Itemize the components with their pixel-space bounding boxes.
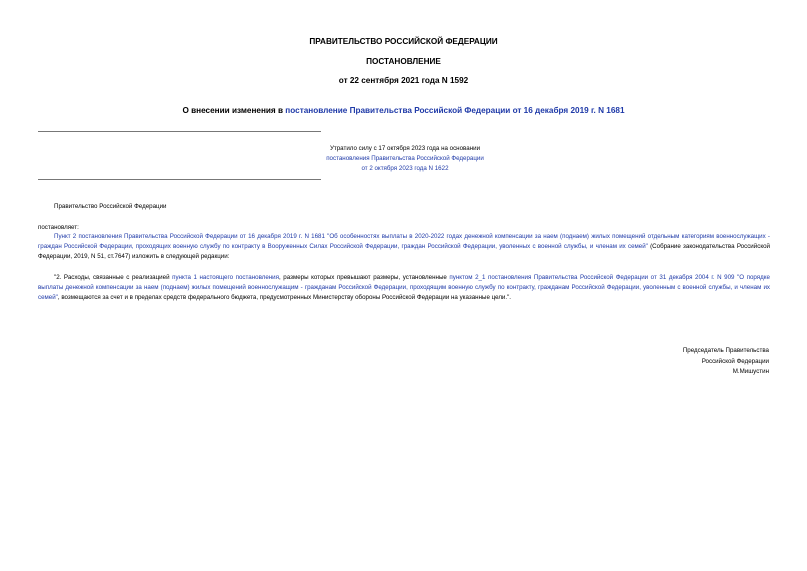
document-type-heading: ПОСТАНОВЛЕНИЕ	[366, 57, 441, 66]
status-note-line1: Утратило силу с 17 октября 2023 года на основании	[329, 145, 481, 152]
signature-position: Председатель Правительства	[682, 347, 769, 354]
separator-top	[38, 131, 321, 132]
signature-organization: Российской Федерации	[701, 358, 769, 365]
amended-decree-link[interactable]: постановление Правительства Российской Федерации от 16 декабря 2019 г. N 1681	[285, 106, 625, 115]
paragraph-new-wording	[38, 273, 770, 302]
document-title	[0, 106, 807, 116]
paragraph-amendment-tail: (Собрание законодательства Российской Федерации, 2019, N 51, ст.7647) изложить в следующей редакции:	[38, 242, 770, 260]
decree-909-link[interactable]: пунктом 2_1 постановления Правительства Российской Федерации от 31 декабря 2004 г. N 909 "О порядке выплаты денежной компенсации за наем (поднаем) жилых помещений военнослужащим - гражданам Российской Федерации, проходящим военную службу по контракту, гражданам Российской Федерации, уволенным с военной службы, и членам их семей"	[38, 274, 770, 301]
paragraph-amendment	[38, 232, 770, 261]
new-wording-text1: "2. Расходы, связанные с реализацией	[54, 274, 173, 281]
government-heading: ПРАВИТЕЛЬСТВО РОССИЙСКОЙ ФЕДЕРАЦИИ	[309, 37, 498, 46]
decrees-word: постановляет:	[38, 224, 79, 231]
document-date-number: от 22 сентября 2021 года N 1592	[338, 76, 469, 85]
separator-bottom	[38, 179, 321, 180]
issuing-authority: Правительство Российской Федерации	[54, 203, 167, 210]
new-wording-text3: , возмещаются за счет и в пределах средств федерального бюджета, предусмотренных Министерству обороны Российской Федерации на указанные цели.".	[57, 293, 512, 301]
document-title-prefix: О внесении изменения в	[182, 106, 286, 115]
signature-name: М.Мишустин	[732, 368, 769, 375]
new-wording-text2: , размеры которых превышают размеры, установленные	[279, 274, 450, 281]
paragraph2-decree-link[interactable]: Пункт 2 постановления Правительства Российской Федерации от 16 декабря 2019 г. N 1681 "Об особенностях выплаты в 2020-2022 годах денежной компенсации за наем (поднаем) жилых помещений отдельным категориям военнослужащих - граждан Российской Федерации, проходящих военную службу по контракту в Вооруженных Силах Российской Федерации, граждан Российской Федерации, уволенных с военной службы, и членам их семей"	[38, 233, 770, 250]
repeal-decree-link-line2[interactable]: от 2 октября 2023 года N 1622	[361, 165, 449, 172]
point1-link[interactable]: пункта 1 настоящего постановления	[172, 274, 279, 281]
repeal-decree-link-line1[interactable]: постановления Правительства Российской Федерации	[326, 155, 484, 162]
